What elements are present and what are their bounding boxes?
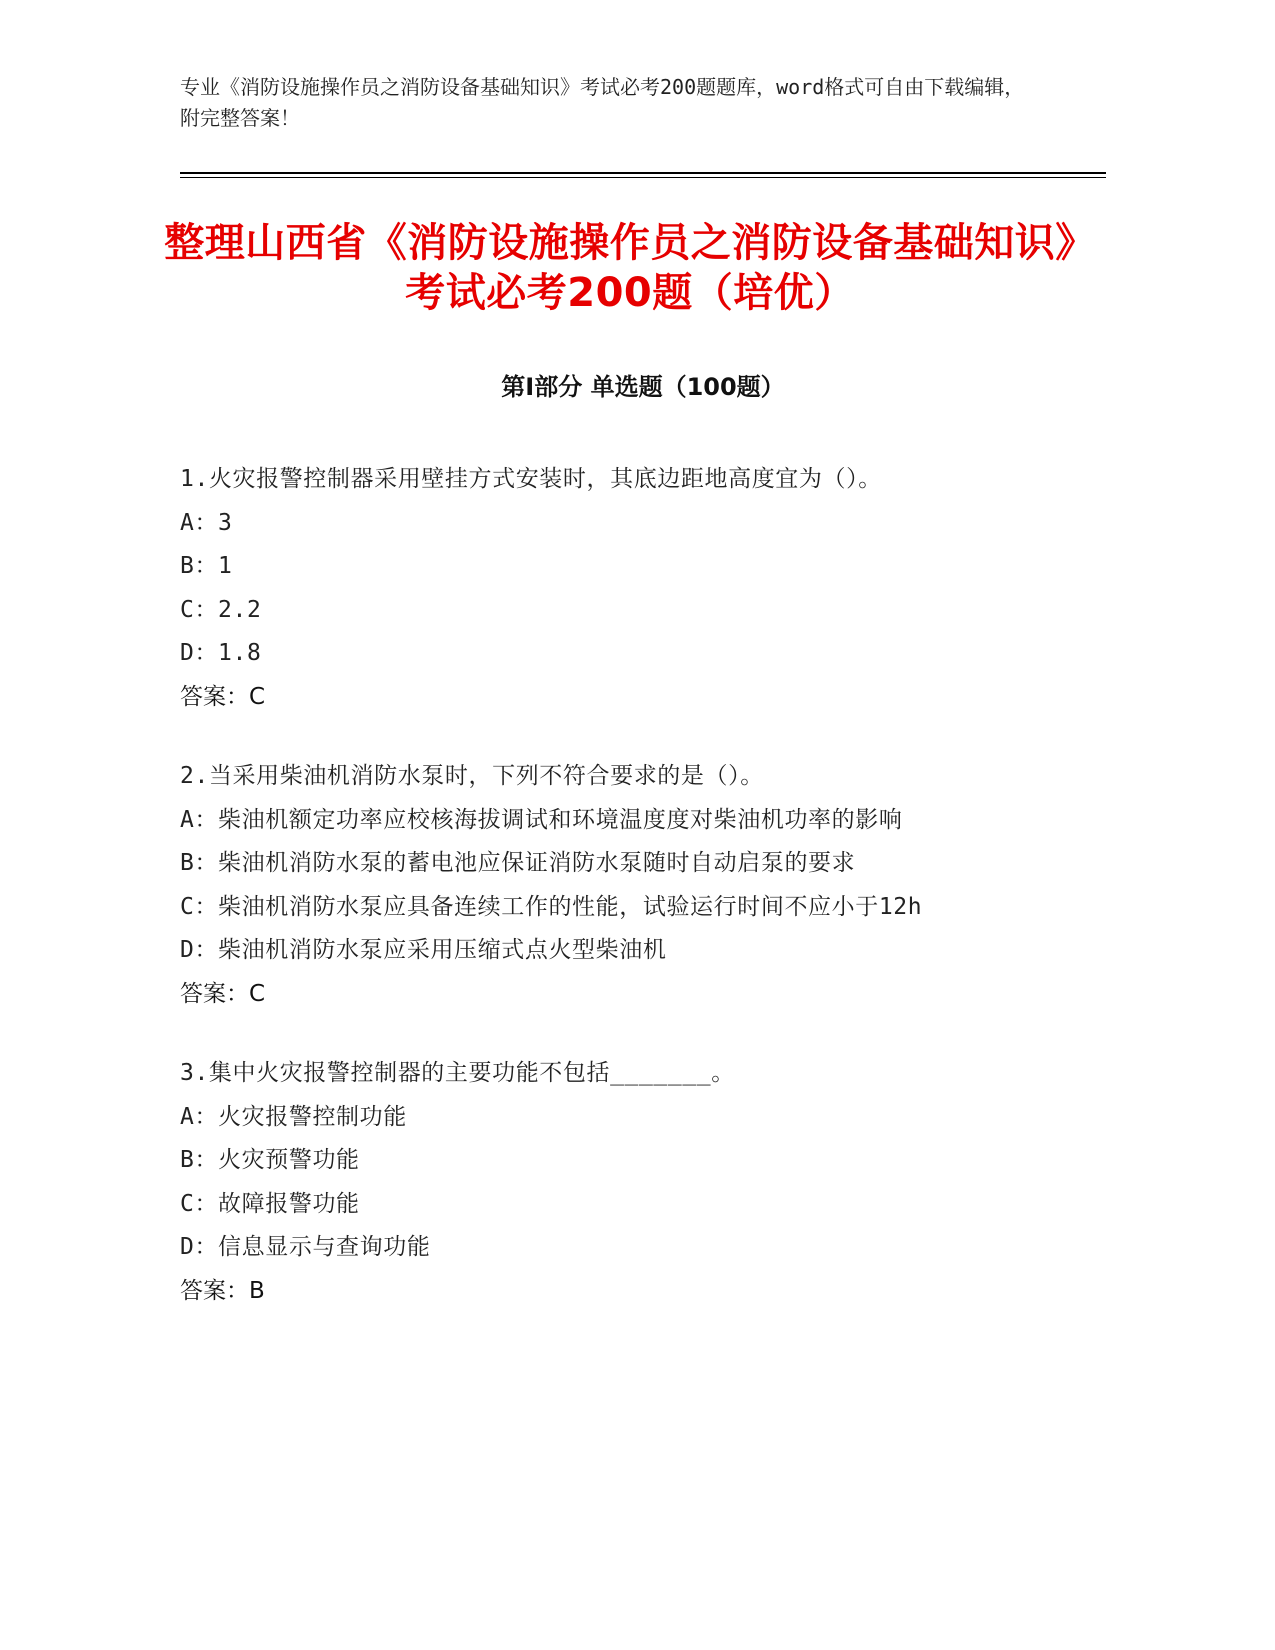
question-stem: 3.集中火灾报警控制器的主要功能不包括_______。 xyxy=(180,1060,735,1086)
option-d: D：柴油机消防水泵应采用压缩式点火型柴油机 xyxy=(180,937,667,963)
question-stem: 1.火灾报警控制器采用壁挂方式安装时，其底边距地高度宜为（）。 xyxy=(180,466,882,492)
header-note: 专业《消防设施操作员之消防设备基础知识》考试必考200题题库，word格式可自由下载编辑，附完整答案！ xyxy=(180,75,1025,130)
section-heading: 第Ⅰ部分 单选题（100题） xyxy=(501,373,785,401)
answer: 答案：C xyxy=(180,683,266,710)
option-c: C：2.2 xyxy=(180,596,262,623)
answer: 答案：C xyxy=(180,980,266,1007)
question-1 xyxy=(180,458,1060,719)
option-c: C：柴油机消防水泵应具备连续工作的性能，试验运行时间不应小于12h xyxy=(180,893,923,920)
option-b: B：柴油机消防水泵的蓄电池应保证消防水泵随时自动启泵的要求 xyxy=(180,850,856,876)
option-a: A：3 xyxy=(180,509,233,536)
question-list xyxy=(180,458,1060,1349)
header-rule-thin xyxy=(180,177,1106,178)
answer: 答案：B xyxy=(180,1277,265,1304)
option-c: C：故障报警功能 xyxy=(180,1190,360,1217)
document-title: 整理山西省《消防设施操作员之消防设备基础知识》考试必考200题（培优） xyxy=(164,220,1096,316)
header-rule-thick xyxy=(180,172,1106,174)
option-a: A：柴油机额定功率应校核海拔调试和环境温度度对柴油机功率的影响 xyxy=(180,806,903,833)
question-stem: 2.当采用柴油机消防水泵时，下列不符合要求的是（）。 xyxy=(180,763,764,789)
option-b: B：1 xyxy=(180,553,233,579)
option-a: A：火灾报警控制功能 xyxy=(180,1103,407,1130)
question-2 xyxy=(180,755,1060,1016)
question-3 xyxy=(180,1052,1060,1313)
option-d: D：信息显示与查询功能 xyxy=(180,1234,431,1260)
option-b: B：火灾预警功能 xyxy=(180,1147,360,1173)
option-d: D：1.8 xyxy=(180,640,262,666)
